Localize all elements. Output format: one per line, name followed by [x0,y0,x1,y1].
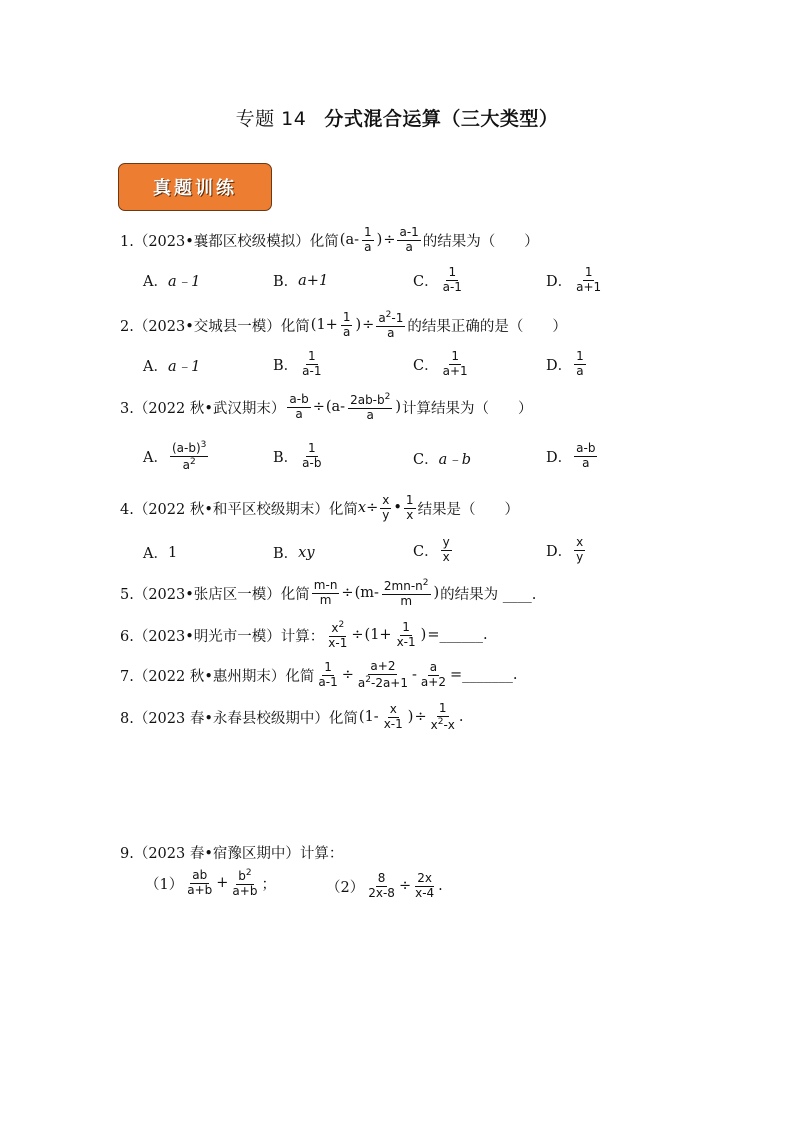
q9-source: 9.（2023 春•宿豫区期中）计算： [120,846,344,862]
q1-option-a[interactable]: A． a﹣1 [143,274,201,290]
question-3: 3.（2022 秋•武汉期末） $\frac{a-b}{a}$ ÷ (a- $\frac{2ab-b^2}{a}$ ) 计算结果为（ ） [120,392,533,422]
q2-option-d[interactable]: D． $\frac{1}{a}$ [546,349,584,378]
q4-option-b[interactable]: B． xy [273,544,315,562]
question-5: 5.（2023•张店区一模）化简 $\frac{m-n}{m}$ ÷ (m- $\frac{2mn-n^2}{m}$ ) 的结果为 ____. [120,578,537,608]
question-4: 4.（2022 秋•和平区校级期末）化简 x ÷ $\frac{x}{y}$ • $\frac{1}{x}$ 结果是（ ） [120,493,520,522]
q7-source: 7.（2022 秋•惠州期末）化简 [120,668,315,685]
q7-end: =_______. [449,667,518,684]
q8-source: 8.（2023 春•永春县校级期中）化简 [120,710,358,727]
q2-source: 2.（2023•交城县一模）化简 [120,318,310,335]
q4-option-d[interactable]: D． $\frac{x}{y}$ [546,535,584,564]
q9-part-2: （2） $\frac{8}{2x-8}$ ÷ $\frac{2x}{x-4}$ . [326,871,443,900]
fraction: $\frac{1}{a}$ [364,225,372,254]
q3-option-c[interactable]: C． a﹣b [413,452,472,468]
q5-end: 的结果为 ____. [440,586,537,603]
q8-end: . [458,709,464,726]
q4-end: 结果是（ ） [417,501,520,518]
q2-end: 的结果正确的是（ ） [407,318,567,335]
q1-option-c[interactable]: C． $\frac{1}{a-1}$ [413,265,462,294]
q1-end: 的结果为（ ） [422,233,539,250]
title-number: 专题 14 [235,108,307,130]
q2-option-c[interactable]: C． $\frac{1}{a+1}$ [413,349,468,378]
q2-option-b[interactable]: B． $\frac{1}{a-1}$ [273,349,322,378]
q1-option-d[interactable]: D． $\frac{1}{a+1}$ [546,265,602,294]
q3-option-d[interactable]: D． $\frac{a-b}{a}$ [546,441,596,470]
q4-source: 4.（2022 秋•和平区校级期末）化简 [120,501,358,518]
q3-source: 3.（2022 秋•武汉期末） [120,400,286,417]
q3-end: 计算结果为（ ） [402,400,533,417]
q1-source: 1.（2023•襄都区校级模拟）化简 [120,233,339,250]
fraction: $\frac{a-1}{a}$ [399,225,419,254]
q9-part-1: （1） $\frac{ab}{a+b}$ + $\frac{b^2}{a+b}$ ； [145,868,276,898]
q6-source: 6.（2023•明光市一模）计算： [120,628,325,645]
question-1: 1.（2023•襄都区校级模拟）化简 (a- $\frac{1}{a}$ ) ÷ $\frac{a-1}{a}$ 的结果为（ ） [120,225,539,254]
q5-source: 5.（2023•张店区一模）化简 [120,586,310,603]
question-9 [120,842,343,863]
question-8: 8.（2023 春•永春县校级期中）化简 (1- $\frac{x}{x-1}$ ) ÷ $\frac{1}{x^2-x}$ . [120,701,464,732]
q1-option-b[interactable]: B． a+1 [273,272,329,290]
q3-option-a[interactable]: A． $\frac{(a-b)^3}{a^2}$ [143,440,207,472]
question-2: 2.（2023•交城县一模）化简 (1+ $\frac{1}{a}$ ) ÷ $\frac{a^2-1}{a}$ 的结果正确的是（ ） [120,310,567,340]
q6-end: =______. [427,627,488,644]
section-badge: 真题训练 [118,163,272,211]
question-6: 6.（2023•明光市一模）计算： $\frac{x^2}{x-1}$ ÷ (1+ $\frac{1}{x-1}$ ) =______. [120,620,488,650]
q4-option-c[interactable]: C． $\frac{y}{x}$ [413,535,450,564]
page-title [0,104,794,131]
q2-option-a[interactable]: A． a﹣1 [143,359,201,375]
question-7: 7.（2022 秋•惠州期末）化简 $\frac{1}{a-1}$ ÷ $\frac{a+2}{a^2-2a+1}$ - $\frac{a}{a+2}$ =_______. [120,659,518,690]
q4-option-a[interactable]: A． 1 [143,544,178,562]
q3-option-b[interactable]: B． $\frac{1}{a-b}$ [273,441,322,470]
title-main: 分式混合运算（三大类型） [324,108,559,130]
